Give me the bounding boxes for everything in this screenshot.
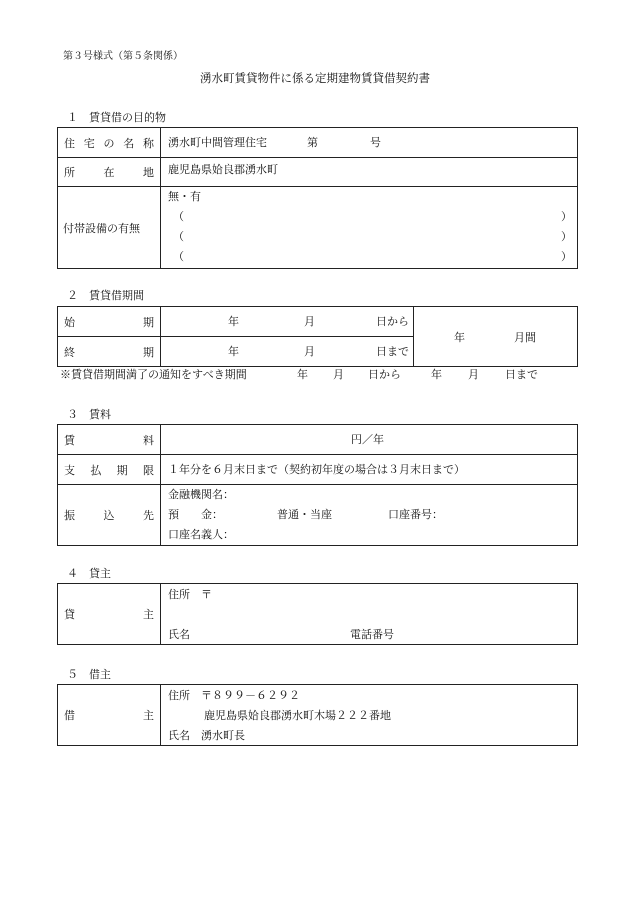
paren-close-3: ） [561,250,572,263]
lessor-phone: 電話番号 [350,628,394,641]
end-nen: 年 [228,345,239,358]
start-nen: 年 [228,315,239,328]
housing-name: 湧水町中間管理住宅 [168,136,267,149]
period-cell [414,307,578,367]
form-number: 第３号様式（第５条関係） [63,51,183,62]
section-4-heading: ４ 貸主 [67,567,111,580]
rent-cell [161,425,578,455]
notice-period-text: ※賃貸借期間満了の通知をすべき期間 [60,368,247,381]
section-2-heading: ２ 賃貸借期間 [67,289,144,302]
label-housing-name: 住 宅 の 名 称 [58,128,161,158]
housing-name-cell [161,128,578,158]
end-made: 日まで [376,345,409,358]
document-title: 湧水町賃貸物件に係る定期建物賃貸借契約書 [200,71,430,85]
notice-made: 日まで [505,368,538,381]
account-number: 口座番号： [388,508,443,521]
housing-dai: 第 [307,136,318,149]
bank-name: 金融機関名： [168,488,234,501]
label-rent: 賃 料 [58,425,161,455]
lessee-name: 氏名 湧水町長 [168,729,245,742]
start-cell [161,307,414,337]
label-end: 終 期 [58,337,161,367]
paren-open-1: （ [173,210,184,223]
location-value: 鹿児島県姶良郡湧水町 [168,163,278,176]
label-lessor: 貸 主 [58,584,161,645]
notice-nen: 年 [297,368,308,381]
lessor-address: 住所 〒 [168,588,212,601]
lessee-cell [161,685,578,746]
label-transfer: 振 込 先 [58,485,161,546]
paren-open-3: （ [173,250,184,263]
section-4-table [57,583,578,645]
lessee-address: 住所 〒８９９－６２９２ [168,689,300,702]
payment-deadline-value: １年分を６月末日まで（契約初年度の場合は３月末日まで） [168,463,465,476]
rent-value: 円／年 [351,433,384,446]
deposit-type-label: 預 金： [168,508,223,521]
label-payment-deadline: 支 払 期 限 [58,455,161,485]
section-5-heading: ５ 借主 [67,668,111,681]
notice-tsuki-2: 月 [468,368,479,381]
payment-deadline-cell [161,455,578,485]
end-cell [161,337,414,367]
start-tsuki: 月 [304,315,315,328]
section-3-heading: ３ 賃料 [67,408,111,421]
section-1-heading: １ 賃貸借の目的物 [67,111,166,124]
paren-open-2: （ [173,230,184,243]
transfer-cell [161,485,578,546]
section-5-table [57,684,578,746]
period-getsukan: 月間 [514,330,536,344]
notice-tsuki: 月 [333,368,344,381]
label-start: 始 期 [58,307,161,337]
equipment-mu-yu: 無・有 [168,190,201,203]
location-cell [161,158,578,187]
notice-kara: 日から [368,368,401,381]
paren-close-1: ） [561,210,572,223]
housing-go: 号 [370,136,381,149]
notice-nen-2: 年 [431,368,442,381]
account-type: 普通・当座 [277,508,332,521]
lessee-address-2: 鹿児島県姶良郡湧水町木場２２２番地 [204,709,391,722]
section-1-table [57,127,578,269]
period-nen: 年 [454,330,465,344]
end-tsuki: 月 [304,345,315,358]
label-location: 所 在 地 [58,158,161,187]
paren-close-2: ） [561,230,572,243]
equipment-cell [161,187,578,269]
label-lessee: 借 主 [58,685,161,746]
label-equipment: 付帯設備の有無 [58,187,161,269]
lessor-name: 氏名 [168,628,190,641]
start-kara: 日から [376,315,409,328]
lessor-cell [161,584,578,645]
section-3-table [57,424,578,546]
account-holder: 口座名義人： [168,528,234,541]
section-2-table [57,306,578,367]
